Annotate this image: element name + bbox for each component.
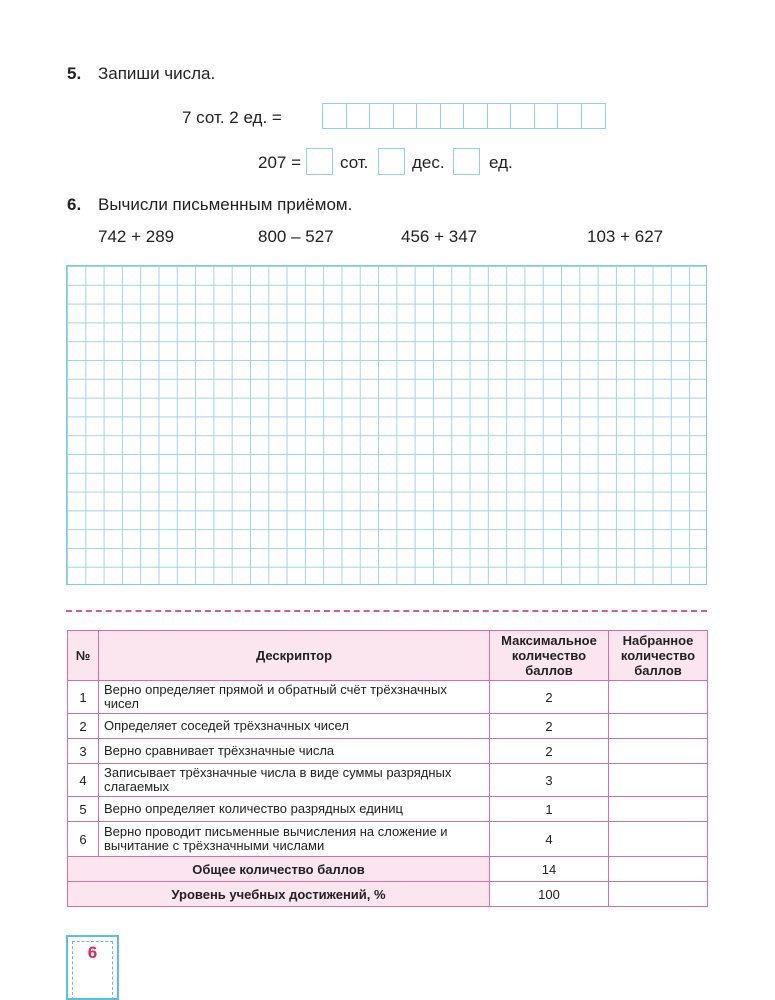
row-no: 1	[68, 681, 99, 714]
answer-cell[interactable]	[534, 103, 559, 129]
row-max: 2	[490, 714, 609, 739]
hundreds-unit: сот.	[340, 153, 369, 172]
row-descriptor: Верно сравнивает трёхзначные числа	[99, 739, 490, 764]
header-max: Максимальное количество баллов	[490, 631, 609, 681]
total-got[interactable]	[609, 857, 708, 882]
row-max: 3	[490, 764, 609, 797]
answer-cell[interactable]	[322, 103, 347, 129]
table-header-row	[68, 631, 708, 681]
table-row	[68, 797, 708, 822]
header-descriptor: Дескриптор	[99, 631, 490, 681]
row-descriptor: Верно определяет прямой и обратный счёт трёхзначных чисел	[99, 681, 490, 714]
descriptor-table	[67, 630, 708, 907]
row-max: 4	[490, 822, 609, 857]
header-got: Набранное количество баллов	[609, 631, 708, 681]
row-max: 2	[490, 739, 609, 764]
answer-cell[interactable]	[510, 103, 535, 129]
task-5-line1-label: 7 сот. 2 ед. =	[182, 108, 282, 127]
level-value: 100	[490, 882, 609, 907]
answer-cell[interactable]	[393, 103, 418, 129]
hundreds-box[interactable]	[306, 148, 333, 175]
answer-cell[interactable]	[463, 103, 488, 129]
row-descriptor: Верно определяет количество разрядных единиц	[99, 797, 490, 822]
answer-cell[interactable]	[557, 103, 582, 129]
level-got[interactable]	[609, 882, 708, 907]
answer-cell[interactable]	[416, 103, 441, 129]
row-descriptor: Определяет соседей трёхзначных чисел	[99, 714, 490, 739]
header-no: №	[68, 631, 99, 681]
answer-cell[interactable]	[581, 103, 606, 129]
expression-4: 103 + 627	[587, 227, 664, 246]
tens-box[interactable]	[378, 148, 405, 175]
page-number: 6	[87, 943, 98, 962]
total-value: 14	[490, 857, 609, 882]
task-6-number: 6.	[67, 195, 82, 214]
row-got[interactable]	[609, 681, 708, 714]
row-max: 1	[490, 797, 609, 822]
ones-unit: ед.	[489, 153, 513, 172]
row-no: 3	[68, 739, 99, 764]
level-label: Уровень учебных достижений, %	[68, 882, 490, 907]
tens-unit: дес.	[412, 153, 445, 172]
row-no: 2	[68, 714, 99, 739]
expression-1: 742 + 289	[98, 227, 175, 246]
table-row	[68, 822, 708, 857]
row-got[interactable]	[609, 739, 708, 764]
expression-3: 456 + 347	[401, 227, 478, 246]
table-row	[68, 681, 708, 714]
answer-cell[interactable]	[346, 103, 371, 129]
answer-cell[interactable]	[440, 103, 465, 129]
task-5-line2-label: 207 =	[258, 153, 302, 172]
ones-box[interactable]	[453, 148, 480, 175]
table-row	[68, 764, 708, 797]
row-no: 5	[68, 797, 99, 822]
answer-cell[interactable]	[369, 103, 394, 129]
task-5-answer-cells[interactable]	[322, 103, 606, 129]
row-max: 2	[490, 681, 609, 714]
page-number-badge	[66, 935, 119, 1000]
task-5-text: Запиши числа.	[98, 64, 216, 83]
table-row	[68, 739, 708, 764]
row-no: 4	[68, 764, 99, 797]
calculation-grid[interactable]	[66, 265, 707, 585]
level-row	[68, 882, 708, 907]
row-got[interactable]	[609, 822, 708, 857]
task-5-number: 5.	[67, 64, 82, 83]
answer-cell[interactable]	[487, 103, 512, 129]
expression-2: 800 – 527	[258, 227, 334, 246]
total-row	[68, 857, 708, 882]
row-no: 6	[68, 822, 99, 857]
row-got[interactable]	[609, 797, 708, 822]
total-label: Общее количество баллов	[68, 857, 490, 882]
row-descriptor: Верно проводит письменные вычисления на сложение и вычитание с трёхзначными числами	[99, 822, 490, 857]
row-descriptor: Записывает трёхзначные числа в виде суммы разрядных слагаемых	[99, 764, 490, 797]
row-got[interactable]	[609, 714, 708, 739]
row-got[interactable]	[609, 764, 708, 797]
table-row	[68, 714, 708, 739]
cut-line	[66, 610, 707, 612]
task-6-text: Вычисли письменным приёмом.	[98, 195, 353, 214]
